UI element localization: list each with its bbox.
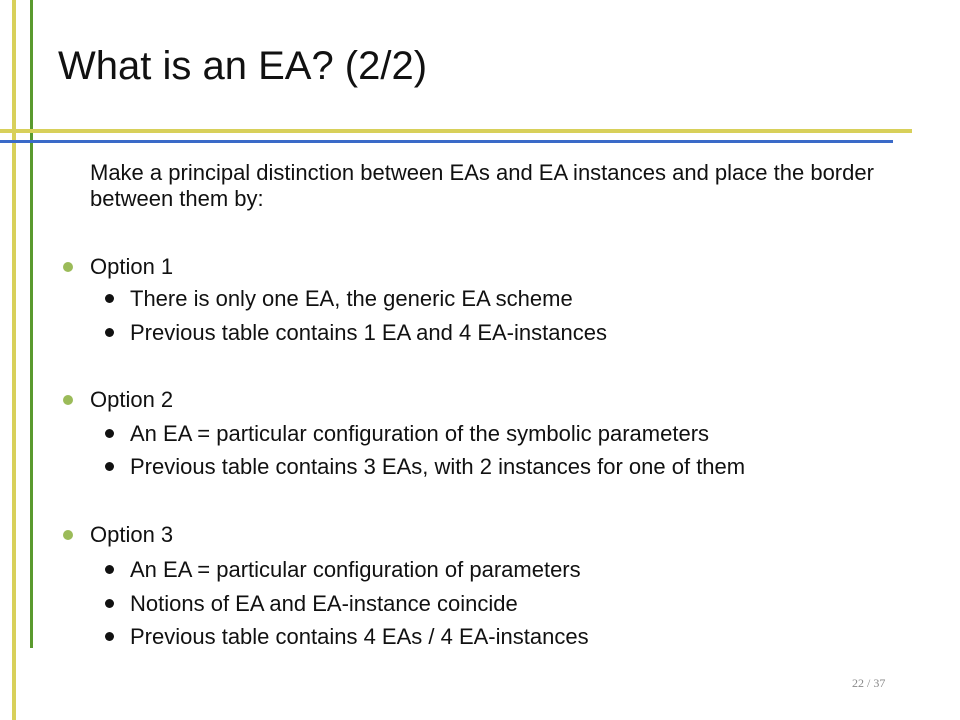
option-bullet-icon	[63, 395, 73, 405]
sub-bullet-icon	[105, 294, 114, 303]
intro-paragraph: Make a principal distinction between EAs and EA instances and place the border between them by:	[90, 160, 874, 211]
option-2-item-2: Previous table contains 3 EAs, with 2 instances for one of them	[130, 454, 746, 479]
sub-bullet-icon	[105, 429, 114, 438]
option-bullet-icon	[63, 530, 73, 540]
sub-bullet-icon	[105, 565, 114, 574]
option-3-label: Option 3	[90, 522, 174, 547]
sub-bullet-icon	[105, 328, 114, 337]
option-3-item-1: An EA = particular configuration of parameters	[130, 557, 581, 582]
sub-bullet-icon	[105, 599, 114, 608]
decorative-yellow-vertical-line	[12, 0, 16, 720]
decorative-yellow-horizontal-line	[0, 129, 912, 133]
decorative-blue-horizontal-line	[0, 140, 893, 143]
slide-title: What is an EA? (2/2)	[58, 44, 428, 88]
option-2-item-1: An EA = particular configuration of the symbolic parameters	[130, 421, 710, 446]
option-1-item-1: There is only one EA, the generic EA scheme	[130, 286, 573, 311]
sub-bullet-icon	[105, 462, 114, 471]
decorative-green-vertical-line	[30, 0, 33, 648]
option-3-item-3: Previous table contains 4 EAs / 4 EA-instances	[130, 624, 589, 649]
page-number: 22 / 37	[852, 676, 886, 690]
option-1-item-2: Previous table contains 1 EA and 4 EA-instances	[130, 320, 607, 345]
option-bullet-icon	[63, 262, 73, 272]
option-1-label: Option 1	[90, 254, 174, 279]
option-2-label: Option 2	[90, 387, 174, 412]
sub-bullet-icon	[105, 632, 114, 641]
option-3-item-2: Notions of EA and EA-instance coincide	[130, 591, 518, 616]
